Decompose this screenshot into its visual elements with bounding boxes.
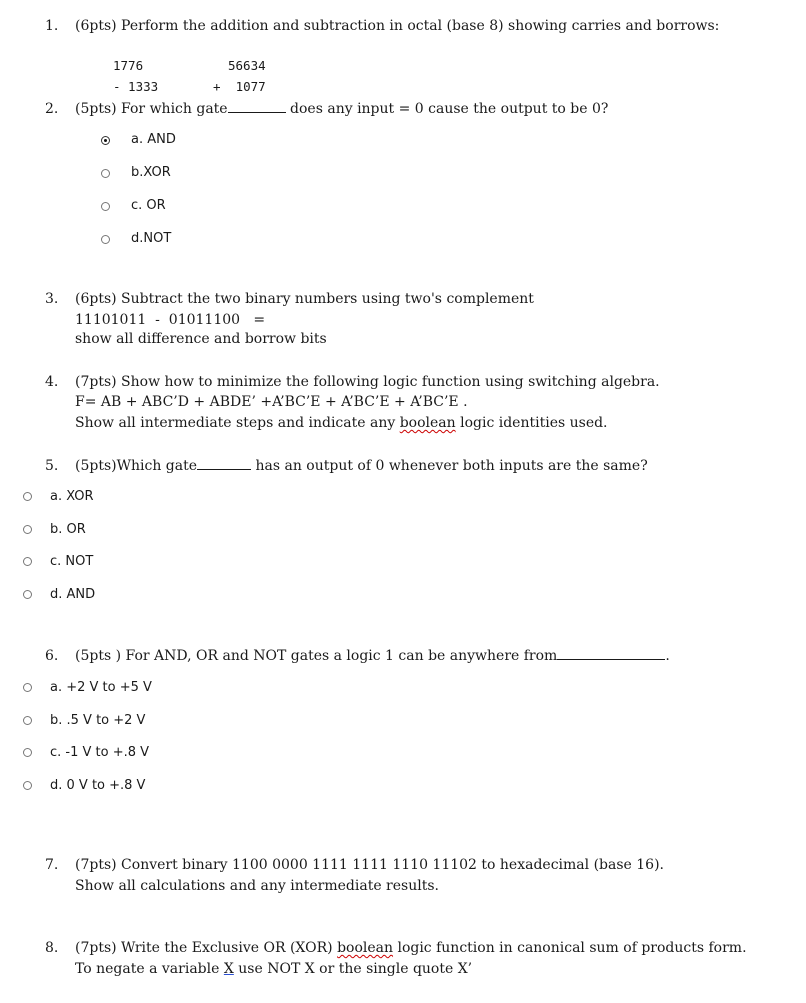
instruction-text-before: Show all intermediate steps and indicate any — [75, 415, 400, 431]
option-c-label: c. OR — [131, 198, 166, 213]
radio-option-c[interactable] — [23, 748, 32, 757]
subtraction-top-operand: 1776 — [113, 58, 144, 73]
question-number: 3. — [45, 291, 59, 307]
question-instruction: show all difference and borrow bits — [75, 331, 327, 347]
question-instruction — [75, 415, 608, 431]
question-text-before: (7pts) Write the Exclusive OR (XOR) — [75, 940, 338, 956]
question-number: 4. — [45, 374, 59, 390]
subtraction-bottom-operand: - 1333 — [113, 79, 159, 94]
instruction-text-before: To negate a variable — [75, 961, 224, 977]
radio-option-b[interactable] — [23, 716, 32, 725]
option-d-label: d.NOT — [131, 231, 172, 246]
question-text-main: (5pts ) For AND, OR and NOT gates a logic 1 can be anywhere from — [75, 648, 558, 664]
answer-blank — [228, 102, 286, 113]
question-text — [75, 648, 670, 664]
logic-function: F= AB + ABC’D + ABDE’ +A’BC’E + A’BC’E + A’BC’E . — [75, 394, 468, 410]
question-text-before: (5pts) For which gate — [75, 101, 228, 117]
radio-option-c[interactable] — [101, 202, 110, 211]
answer-blank — [557, 649, 665, 660]
binary-expression: 11101011 - 01011100 = — [75, 312, 266, 328]
radio-option-d[interactable] — [101, 235, 110, 244]
option-d-label: d. AND — [50, 587, 96, 602]
addition-top-operand: 56634 — [228, 58, 266, 73]
question-number: 5. — [45, 458, 59, 474]
question-text: (7pts) Convert binary 1100 0000 1111 1111 1110 11102 to hexadecimal (base 16). — [75, 857, 664, 873]
option-d-label: d. 0 V to +.8 V — [50, 778, 146, 793]
option-a-label: a. +2 V to +5 V — [50, 680, 152, 695]
question-text-end: . — [665, 648, 670, 664]
instruction-text-after: use NOT X or the single quote X’ — [233, 961, 473, 977]
question-instruction — [75, 961, 472, 977]
option-b-label: b. .5 V to +2 V — [50, 713, 146, 728]
question-number: 8. — [45, 940, 59, 956]
radio-option-b[interactable] — [101, 169, 110, 178]
question-text — [75, 458, 648, 474]
option-b-label: b.XOR — [131, 165, 171, 180]
option-a-label: a. XOR — [50, 489, 94, 504]
radio-option-d[interactable] — [23, 781, 32, 790]
question-text: (6pts) Perform the addition and subtraction in octal (base 8) showing carries and borrows: — [75, 18, 720, 34]
question-text-after: logic function in canonical sum of products form. — [393, 940, 747, 956]
question-text — [75, 101, 608, 117]
question-text-after: does any input = 0 cause the output to be 0? — [290, 101, 609, 117]
option-a-label: a. AND — [131, 132, 176, 147]
question-number: 6. — [45, 648, 59, 664]
addition-bottom-operand: + 1077 — [213, 79, 266, 94]
spellcheck-word: boolean — [399, 415, 456, 431]
question-text-before: (5pts)Which gate — [75, 458, 198, 474]
radio-option-b[interactable] — [23, 525, 32, 534]
option-c-label: c. NOT — [50, 554, 94, 569]
question-number: 2. — [45, 101, 59, 117]
question-text: (6pts) Subtract the two binary numbers using two's complement — [75, 291, 534, 307]
instruction-text-after: logic identities used. — [455, 415, 608, 431]
spellcheck-word: boolean — [337, 940, 394, 956]
question-number: 7. — [45, 857, 59, 873]
option-b-label: b. OR — [50, 522, 86, 537]
question-text: (7pts) Show how to minimize the following logic function using switching algebra. — [75, 374, 660, 390]
radio-option-a[interactable] — [23, 683, 32, 692]
radio-option-a[interactable] — [101, 136, 110, 145]
underlined-variable: X — [223, 961, 234, 977]
radio-option-c[interactable] — [23, 557, 32, 566]
answer-blank — [197, 459, 251, 470]
question-text — [75, 940, 747, 956]
radio-option-a[interactable] — [23, 492, 32, 501]
question-number: 1. — [45, 18, 59, 34]
option-c-label: c. -1 V to +.8 V — [50, 745, 150, 760]
radio-option-d[interactable] — [23, 590, 32, 599]
question-text-after: has an output of 0 whenever both inputs are the same? — [255, 458, 648, 474]
question-instruction: Show all calculations and any intermediate results. — [75, 878, 439, 894]
